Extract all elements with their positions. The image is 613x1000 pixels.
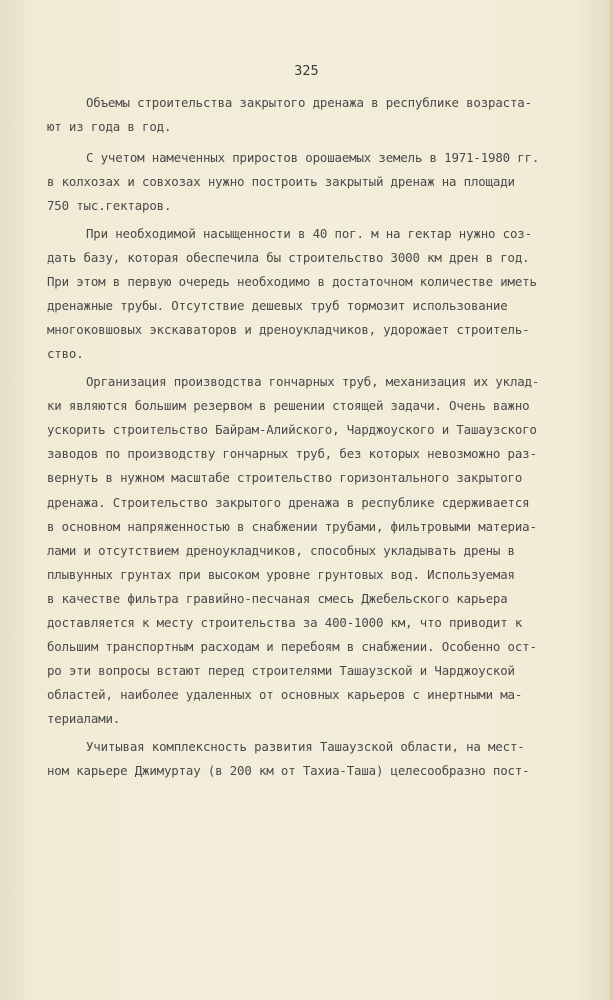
text-line: ном карьере Джимуртау (в 200 км от Тахиа-Таша) целесообразно пост- [47, 763, 530, 778]
text-line: ро эти вопросы встают перед строителями Ташаузской и Чарджоуской [47, 663, 515, 678]
text-line: ки являются большим резервом в решении стоящей задачи. Очень важно [47, 398, 530, 413]
text-line: большим транспортным расходам и перебоям в снабжении. Особенно ост- [47, 639, 537, 654]
text-line: областей, наиболее удаленных от основных карьеров с инертными ма- [47, 687, 523, 702]
text-line: С учетом намеченных приростов орошаемых земель в 1971-1980 гг. [86, 150, 540, 165]
text-line: многоковшовых экскаваторов и дреноукладчиков, удорожает строитель- [47, 322, 530, 337]
text-line: дренажа. Строительство закрытого дренажа в республике сдерживается [47, 495, 530, 510]
text-line: заводов по производству гончарных труб, без которых невозможно раз- [47, 446, 537, 461]
text-line: териалами. [47, 711, 121, 726]
text-line: При необходимой насыщенности в 40 пог. м на гектар нужно соз- [86, 226, 532, 241]
text-line: в качестве фильтра гравийно-песчаная смесь Джебельского карьера [47, 591, 508, 606]
text-line: ство. [47, 346, 84, 361]
text-line: Учитывая комплексность развития Ташаузской области, на мест- [86, 739, 525, 754]
text-line: доставляется к месту строительства за 400-1000 км, что приводит к [47, 615, 523, 630]
text-line: вернуть в нужном масштабе строительство горизонтального закрытого [47, 470, 523, 485]
text-line: плывунных грунтах при высоком уровне грунтовых вод. Используемая [47, 567, 515, 582]
text-line: ускорить строительство Байрам-Алийского, Чарджоуского и Ташаузского [47, 422, 537, 437]
text-line: При этом в первую очередь необходимо в достаточном количестве иметь [47, 274, 537, 289]
text-line: Объемы строительства закрытого дренажа в республике возраста- [86, 95, 532, 110]
text-line: в колхозах и совхозах нужно построить закрытый дренаж на площади [47, 174, 515, 189]
page-number: 325 [294, 63, 319, 79]
text-line: лами и отсутствием дреноукладчиков, способных укладывать дрены в [47, 543, 515, 558]
text-line: дренажные трубы. Отсутствие дешевых труб тормозит использование [47, 298, 508, 313]
text-line: Организация производства гончарных труб, механизация их уклад- [86, 374, 540, 389]
text-line: в основном напряженностью в снабжении трубами, фильтровыми материа- [47, 519, 537, 534]
text-line: дать базу, которая обеспечила бы строительство 3000 км дрен в год. [47, 250, 530, 265]
text-line: 750 тыс.гектаров. [47, 198, 172, 213]
text-line: ют из года в год. [47, 119, 172, 134]
